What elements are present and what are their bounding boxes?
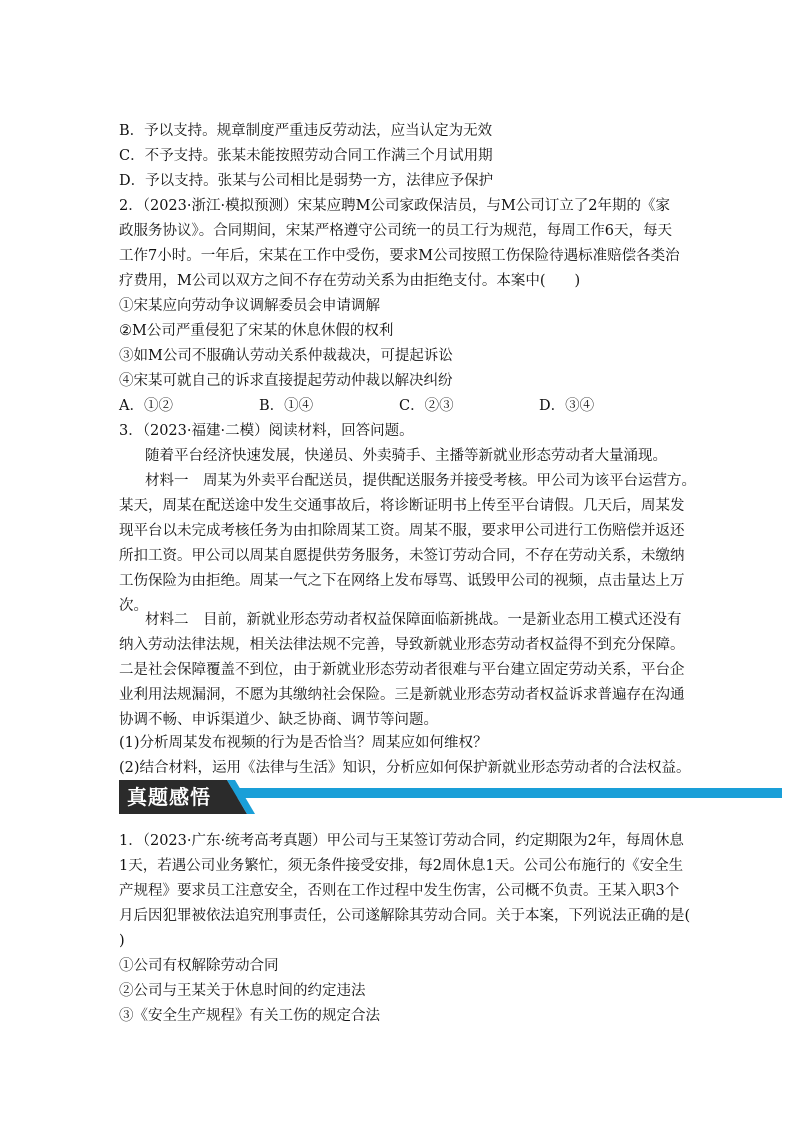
q3-material1-line: 工伤保险为由拒绝。周某一气之下在网络上发布辱骂、诋毁甲公司的视频，点击量达上万 (119, 573, 685, 589)
q2-stem-line: 2．（2023·浙江·模拟预测）宋某应聘M公司家政保洁员，与M公司订立了2年期的《家 (119, 198, 671, 214)
q4-item: ①公司有权解除劳动合同 (119, 958, 279, 974)
q3-material1-line: 现平台以未完成考核任务为由扣除周某工资。周某不服，要求甲公司进行工伤赔偿并返还 (119, 523, 685, 539)
q2-options (119, 396, 679, 416)
q4-stem-line: 1．（2023·广东·统考高考真题）甲公司与王某签订劳动合同，约定期限为2年，每周休息 (119, 833, 684, 849)
q2-stem-line: 疗费用，M公司以双方之间不存在劳动关系为由拒绝支付。本案中( ) (119, 273, 581, 289)
q3-intro: 随着平台经济快速发展，快递员、外卖骑手、主播等新就业形态劳动者大量涌现。 (145, 448, 667, 464)
q2-stem-line: 政服务协议》。合同期间，宋某严格遵守公司统一的员工行为规范，每周工作6天，每天 (119, 223, 672, 239)
q2-item: ①宋某应向劳动争议调解委员会申请调解 (119, 298, 380, 314)
q4-item: ③《安全生产规程》有关工伤的规定合法 (119, 1008, 380, 1024)
q3-material2-line: 纳入劳动法律法规，相关法律法规不完善，导致新就业形态劳动者权益得不到充分保障。 (119, 637, 685, 653)
banner-title: 真题感悟 (127, 785, 211, 809)
q2-option-a: A．①② (119, 398, 173, 414)
q3-material1-line: 某天，周某在配送途中发生交通事故后，将诊断证明书上传至平台请假。几天后，周某发 (119, 498, 685, 514)
q3-material2-line: 协调不畅、申诉渠道少、缺乏协商、调节等问题。 (119, 712, 438, 728)
q4-stem-line: 1天，若遇公司业务繁忙，须无条件接受安排，每2周休息1天。公司公布施行的《安全生 (119, 858, 684, 874)
q2-item: ②M公司严重侵犯了宋某的休息休假的权利 (119, 323, 394, 339)
q4-stem-line: 月后因犯罪被依法追究刑事责任，公司遂解除其劳动合同。关于本案，下列说法正确的是( (119, 908, 691, 924)
option-b: B．予以支持。规章制度严重违反劳动法，应当认定为无效 (119, 123, 493, 139)
q2-stem-line: 工作7小时。一年后，宋某在工作中受伤，要求M公司按照工伤保险待遇标准赔偿各类治 (119, 248, 680, 264)
q2-option-b: B．①④ (259, 398, 314, 414)
q3-material1-line: 所扣工资。甲公司以周某自愿提供劳务服务，未签订劳动合同，不存在劳动关系，未缴纳 (119, 548, 685, 564)
option-c: C．不予支持。张某未能按照劳动合同工作满三个月试用期 (119, 148, 493, 164)
q4-stem-line: 产规程》要求员工注意安全，否则在工作过程中发生伤害，公司概不负责。王某入职3个 (119, 883, 680, 899)
q2-item: ④宋某可就自己的诉求直接提起劳动仲裁以解决纠纷 (119, 373, 453, 389)
q3-material2-line: 材料二 目前，新就业形态劳动者权益保障面临新挑战。一是新业态用工模式还没有 (145, 612, 682, 628)
q3-material1-line: 次。 (119, 598, 148, 614)
q4-item: ②公司与王某关于休息时间的约定违法 (119, 983, 366, 999)
q2-option-c: C．②③ (399, 398, 454, 414)
q4-stem-line: ) (119, 933, 125, 949)
q3-material2-line: 业利用法规漏洞，不愿为其缴纳社会保险。三是新就业形态劳动者权益诉求普遍存在沟通 (119, 687, 685, 703)
q3-question-1: (1)分析周某发布视频的行为是否恰当？周某应如何维权？ (119, 735, 488, 751)
q3-question-2: (2)结合材料，运用《法律与生活》知识，分析应如何保护新就业形态劳动者的合法权益。 (119, 760, 691, 776)
option-d: D．予以支持。张某与公司相比是弱势一方，法律应予保护 (119, 173, 494, 189)
q2-item: ③如M公司不服确认劳动关系仲裁裁决，可提起诉讼 (119, 348, 453, 364)
q3-stem: 3．（2023·福建·二模）阅读材料，回答问题。 (119, 423, 414, 439)
q3-material2-line: 二是社会保障覆盖不到位，由于新就业形态劳动者很难与平台建立固定劳动关系，平台企 (119, 662, 685, 678)
section-banner (119, 780, 782, 814)
q2-option-d: D．③④ (539, 398, 595, 414)
q3-material1-line: 材料一 周某为外卖平台配送员，提供配送服务并接受考核。甲公司为该平台运营方。 (145, 473, 696, 489)
